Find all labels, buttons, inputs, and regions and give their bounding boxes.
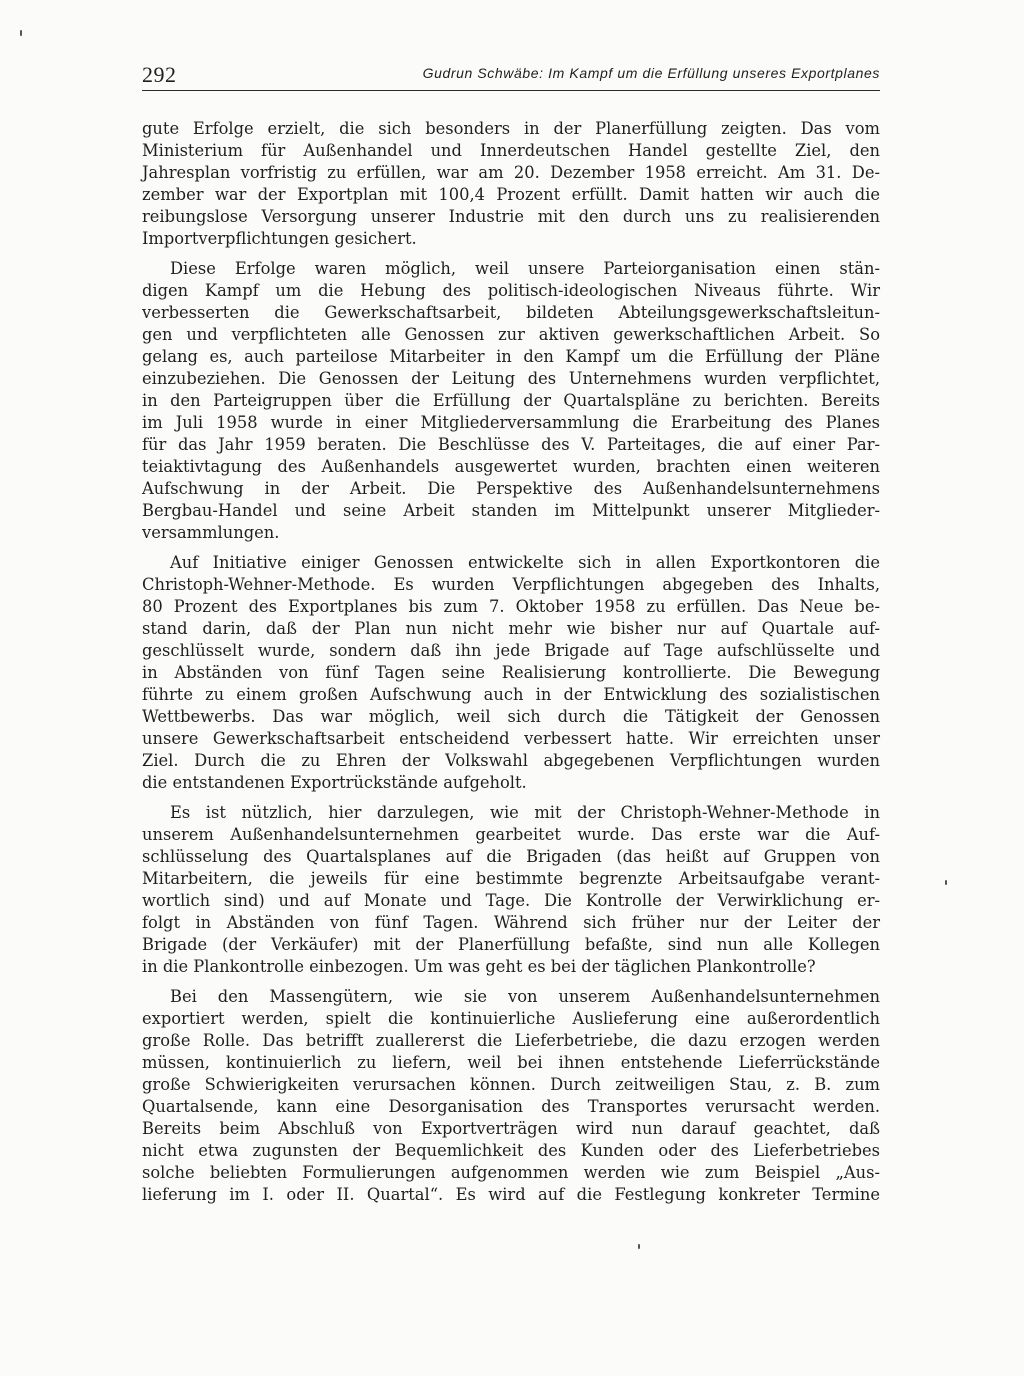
text-line: müssen, kontinuierlich zu liefern, weil bei ihnen entstehende Lieferrückstände <box>142 1053 880 1072</box>
text-line: gelang es, auch parteilose Mitarbeiter in den Kampf um die Erfüllung der Pläne <box>142 347 880 366</box>
text-line: Bergbau-Handel und seine Arbeit standen im Mittelpunkt unserer Mitglieder- <box>142 501 880 520</box>
text-line: gen und verpflichteten alle Genossen zur aktiven gewerkschaftlichen Arbeit. So <box>142 325 880 344</box>
text-line: Es ist nützlich, hier darzulegen, wie mit der Christoph-Wehner-Methode in <box>170 803 880 822</box>
text-line: Christoph-Wehner-Methode. Es wurden Verpflichtungen abgegeben des Inhalts, <box>142 575 880 594</box>
paragraph <box>142 802 880 978</box>
text-line: Ziel. Durch die zu Ehren der Volkswahl abgegebenen Verpflichtungen wurden <box>142 751 880 770</box>
text-line: folgt in Abständen von fünf Tagen. Während sich früher nur der Leiter der <box>142 913 880 932</box>
text-line: versammlungen. <box>142 523 280 542</box>
text-line: gute Erfolge erzielt, die sich besonders in der Planerfüllung zeigten. Das vom <box>142 119 880 138</box>
text-line: Bereits beim Abschluß von Exportverträgen wird nun darauf geachtet, daß <box>142 1119 880 1138</box>
paragraph <box>142 986 880 1206</box>
text-line: in den Parteigruppen über die Erfüllung der Quartalspläne zu berichten. Bereits <box>142 391 880 410</box>
text-line: für das Jahr 1959 beraten. Die Beschlüsse des V. Parteitages, die auf einer Par- <box>142 435 880 454</box>
paragraph <box>142 552 880 794</box>
running-head <box>142 60 880 91</box>
text-line: die entstandenen Exportrückstände aufgeholt. <box>142 773 527 792</box>
text-line: 80 Prozent des Exportplanes bis zum 7. Oktober 1958 zu erfüllen. Das Neue be- <box>142 597 880 616</box>
text-line: Brigade (der Verkäufer) mit der Planerfüllung befaßte, sind nun alle Kollegen <box>142 935 880 954</box>
text-line: geschlüsselt wurde, sondern daß ihn jede Brigade auf Tage aufschlüsselte und <box>142 641 880 660</box>
text-line: große Rolle. Das betrifft zuallererst die Lieferbetriebe, die dazu erzogen werden <box>142 1031 880 1050</box>
text-line: Diese Erfolge waren möglich, weil unsere Parteiorganisation einen stän- <box>170 259 880 278</box>
scan-speck <box>638 1244 640 1249</box>
text-line: in Abständen von fünf Tagen seine Realisierung kontrollierte. Die Bewegung <box>142 663 880 682</box>
text-line: in die Plankontrolle einbezogen. Um was geht es bei der täglichen Plankontrolle? <box>142 957 816 976</box>
text-line: Ministerium für Außenhandel und Innerdeutschen Handel gestellte Ziel, den <box>142 141 880 160</box>
text-line: schlüsselung des Quartalsplanes auf die Brigaden (das heißt auf Gruppen von <box>142 847 880 866</box>
text-line: Quartalsende, kann eine Desorganisation des Transportes verursacht werden. <box>142 1097 880 1116</box>
text-line: Aufschwung in der Arbeit. Die Perspektive des Außenhandelsunternehmens <box>142 479 880 498</box>
text-line: lieferung im I. oder II. Quartal“. Es wird auf die Festlegung konkreter Termine <box>142 1185 880 1204</box>
text-line: reibungslose Versorgung unserer Industrie mit den durch uns zu realisierenden <box>142 207 880 226</box>
text-line: verbesserten die Gewerkschaftsarbeit, bildeten Abteilungsgewerkschaftsleitun- <box>142 303 880 322</box>
text-line: einzubeziehen. Die Genossen der Leitung des Unternehmens wurden verpflichtet, <box>142 369 880 388</box>
text-line: digen Kampf um die Hebung des politisch-ideologischen Niveaus führte. Wir <box>142 281 880 300</box>
body-text <box>142 118 880 1206</box>
paragraph <box>142 118 880 250</box>
text-line: stand darin, daß der Plan nun nicht mehr wie bisher nur auf Quartale auf- <box>142 619 880 638</box>
running-title: Gudrun Schwäbe: Im Kampf um die Erfüllung unseres Exportplanes <box>422 65 880 81</box>
text-line: teiaktivtagung des Außenhandels ausgewertet wurden, brachten einen weiteren <box>142 457 880 476</box>
text-line: unserem Außenhandelsunternehmen gearbeitet wurde. Das erste war die Auf- <box>142 825 880 844</box>
scan-speck <box>20 30 22 36</box>
text-line: solche beliebten Formulierungen aufgenommen werden wie zum Beispiel „Aus- <box>142 1163 880 1182</box>
text-line: im Juli 1958 wurde in einer Mitgliederversammlung die Erarbeitung des Planes <box>142 413 880 432</box>
text-line: exportiert werden, spielt die kontinuierliche Auslieferung eine außerordentlich <box>142 1009 880 1028</box>
text-line: Wettbewerbs. Das war möglich, weil sich durch die Tätigkeit der Genossen <box>142 707 880 726</box>
text-line: große Schwierigkeiten verursachen können. Durch zeitweiligen Stau, z. B. zum <box>142 1075 880 1094</box>
text-line: Auf Initiative einiger Genossen entwickelte sich in allen Exportkontoren die <box>170 553 880 572</box>
text-line: führte zu einem großen Aufschwung auch in der Entwicklung des sozialistischen <box>142 685 880 704</box>
text-line: unsere Gewerkschaftsarbeit entscheidend verbessert hatte. Wir erreichten unser <box>142 729 880 748</box>
paragraph <box>142 258 880 544</box>
scan-speck <box>945 880 947 885</box>
text-line: Jahresplan vorfristig zu erfüllen, war am 20. Dezember 1958 erreicht. Am 31. De- <box>142 163 880 182</box>
text-line: nicht etwa zugunsten der Bequemlichkeit des Kunden oder des Lieferbetriebes <box>142 1141 880 1160</box>
text-line: Bei den Massengütern, wie sie von unserem Außenhandelsunternehmen <box>170 987 880 1006</box>
text-line: Mitarbeitern, die jeweils für eine bestimmte begrenzte Arbeitsaufgabe verant- <box>142 869 880 888</box>
text-line: Importverpflichtungen gesichert. <box>142 229 417 248</box>
text-line: zember war der Exportplan mit 100,4 Prozent erfüllt. Damit hatten wir auch die <box>142 185 880 204</box>
text-line: wortlich sind) und auf Monate und Tage. Die Kontrolle der Verwirklichung er- <box>142 891 880 910</box>
page-number: 292 <box>142 62 177 87</box>
